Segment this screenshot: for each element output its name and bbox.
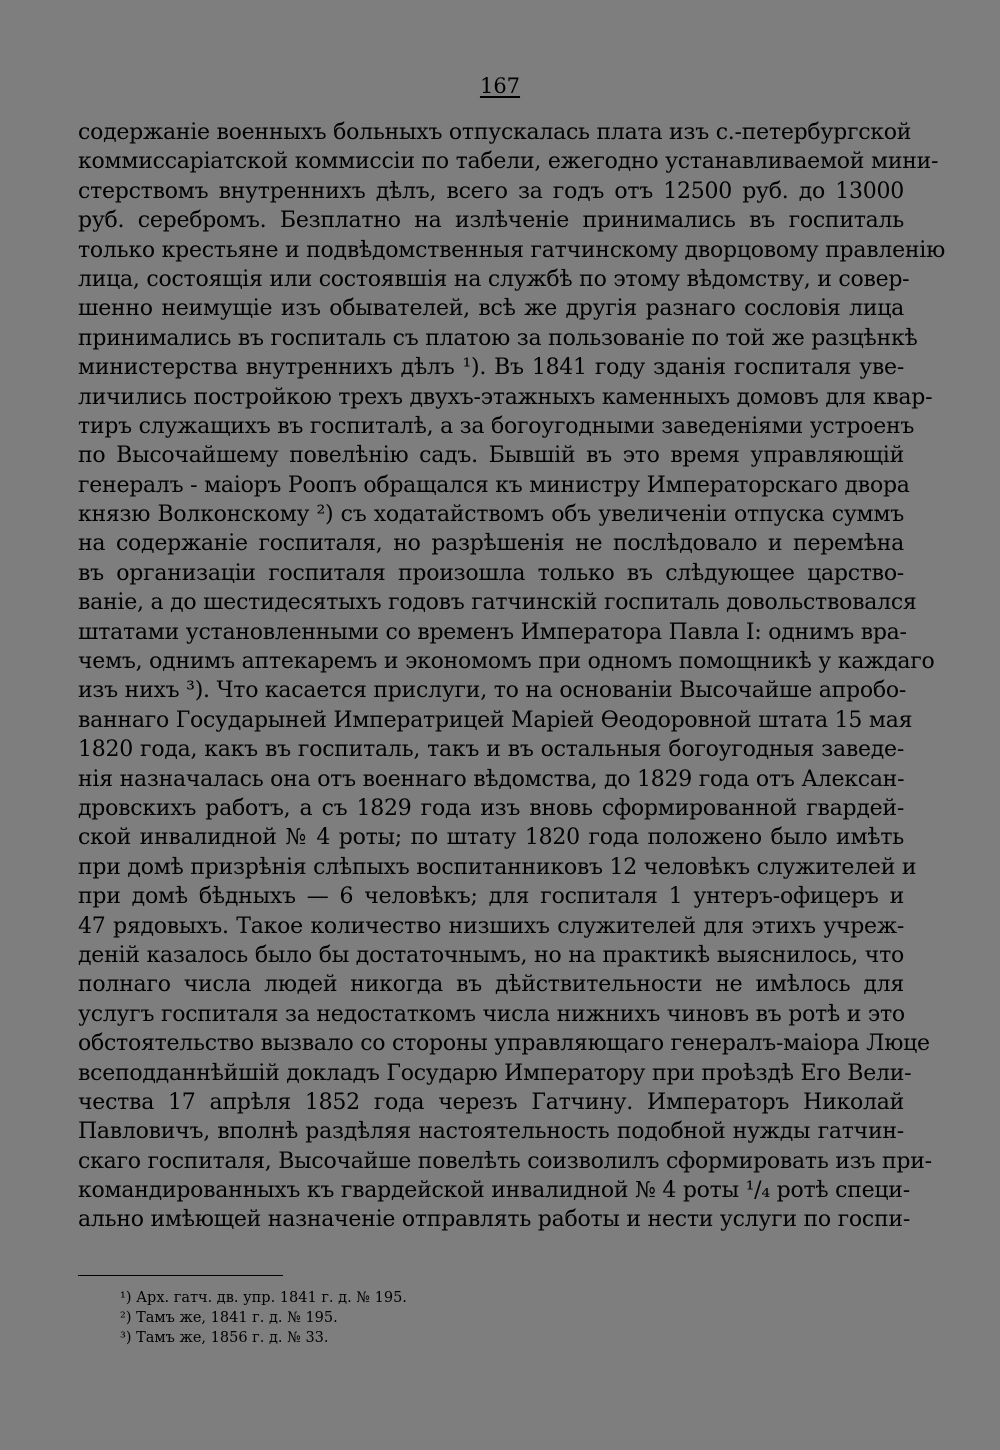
text-line: при домѣ бѣдныхъ — 6 человѣкъ; для госпиталя 1 унтеръ-офицеръ и [78,884,904,910]
text-line: содержаніе военныхъ больныхъ отпускалась плата изъ с.-петербургской [78,120,912,145]
footnote-1: ¹) Арх. гатч. дв. упр. 1841 г. д. № 195. [120,1290,407,1306]
text-line: нія назначалась она отъ военнаго вѣдомства, до 1829 года отъ Алексан- [78,766,905,792]
footnote-2: ²) Тамъ же, 1841 г. д. № 195. [120,1310,338,1326]
text-line: коммиссаріатской коммиссіи по табели, ежегодно устанавливаемой мини- [78,149,939,175]
page-number: 167 [479,74,521,98]
text-line: командированныхъ къ гвардейской инвалидной № 4 роты ¹/₄ ротѣ специ- [78,1178,910,1204]
text-line: стерствомъ внутреннихъ дѣлъ, всего за годъ отъ 12500 руб. до 13000 [78,178,904,204]
text-line: всеподданнѣйшій докладъ Государю Императору при проѣздѣ Его Вели- [78,1060,912,1086]
text-line: тиръ служащихъ въ госпиталѣ, а за богоугодными заведеніями устроенъ [78,413,915,439]
text-line: услугъ госпиталя за недостаткомъ числа нижнихъ чиновъ въ ротѣ и это [78,1001,905,1027]
text-line: лица, состоящія или состоявшія на службѣ по этому вѣдомству, и совер- [78,266,910,292]
text-line: князю Волконскому ²) съ ходатайствомъ объ увеличеніи отпуска суммъ [78,502,904,528]
text-line: личились постройкою трехъ двухъ-этажныхъ каменныхъ домовъ для квар- [78,384,933,410]
text-line: въ организаціи госпиталя произошла только въ слѣдующее царство- [78,560,904,586]
text-line: принимались въ госпиталь съ платою за пользованіе по той же разцѣнкѣ [78,325,918,351]
text-line: ально имѣющей назначеніе отправлять работы и нести услуги по госпи- [78,1207,911,1233]
text-line: министерства внутреннихъ дѣлъ ¹). Въ 1841 году зданія госпиталя уве- [78,355,904,381]
text-line: 47 рядовыхъ. Такое количество низшихъ служителей для этихъ учреж- [78,913,904,939]
text-line: руб. серебромъ. Безплатно на излѣченіе принимались въ госпиталь [78,208,904,234]
footnote-divider [78,1275,283,1276]
text-line: деній казалось было бы достаточнымъ, но на практикѣ выяснилось, что [78,942,904,968]
text-line: дровскихъ работъ, а съ 1829 года изъ вновь сформированной гвардей- [78,795,904,821]
footnotes [120,1288,407,1348]
text-line: при домѣ призрѣнія слѣпыхъ воспитанниковъ 12 человѣкъ служителей и [78,854,917,880]
text-line: ваніе, а до шестидесятыхъ годовъ гатчинскій госпиталь довольствовался [78,590,917,616]
text-line: полнаго числа людей никогда въ дѣйствительности не имѣлось для [78,972,904,998]
text-line: ской инвалидной № 4 роты; по штату 1820 года положено было имѣть [78,825,904,851]
text-line: 1820 года, какъ въ госпиталь, такъ и въ остальныя богоугодныя заведе- [78,737,904,763]
footnote-3: ³) Тамъ же, 1856 г. д. № 33. [120,1330,329,1346]
text-line: Павловичъ, вполнѣ раздѣляя настоятельность подобной нужды гатчин- [78,1119,904,1145]
text-line: ваннаго Государыней Императрицей Маріей Ѳеодоровной штата 15 мая [78,707,913,733]
text-line: генералъ - маіоръ Роопъ обращался къ министру Императорскаго двора [78,472,910,498]
text-line: чемъ, однимъ аптекаремъ и экономомъ при одномъ помощникѣ у каждаго [78,649,935,675]
text-line: изъ нихъ ³). Что касается прислуги, то на основаніи Высочайше апробо- [78,678,907,704]
text-line: чества 17 апрѣля 1852 года черезъ Гатчину. Императоръ Николай [78,1089,904,1115]
text-line: по Высочайшему повелѣнію садъ. Бывшій въ это время управляющій [78,443,904,469]
text-line: на содержаніе госпиталя, но разрѣшенія не послѣдовало и перемѣна [78,531,904,557]
text-line: обстоятельство вызвало со стороны управляющаго генералъ-маіора Люце [78,1031,930,1057]
text-line: шенно неимущіе изъ обывателей, всѣ же другія разнаго сословія лица [78,296,904,322]
text-line: скаго госпиталя, Высочайше повелѣть соизволилъ сформировать изъ при- [78,1148,932,1174]
text-line: штатами установленными со временъ Императора Павла I: однимъ вра- [78,619,907,645]
text-line: только крестьяне и подвѣдомственныя гатчинскому дворцовому правленію [78,237,945,263]
body-text [78,118,945,1235]
